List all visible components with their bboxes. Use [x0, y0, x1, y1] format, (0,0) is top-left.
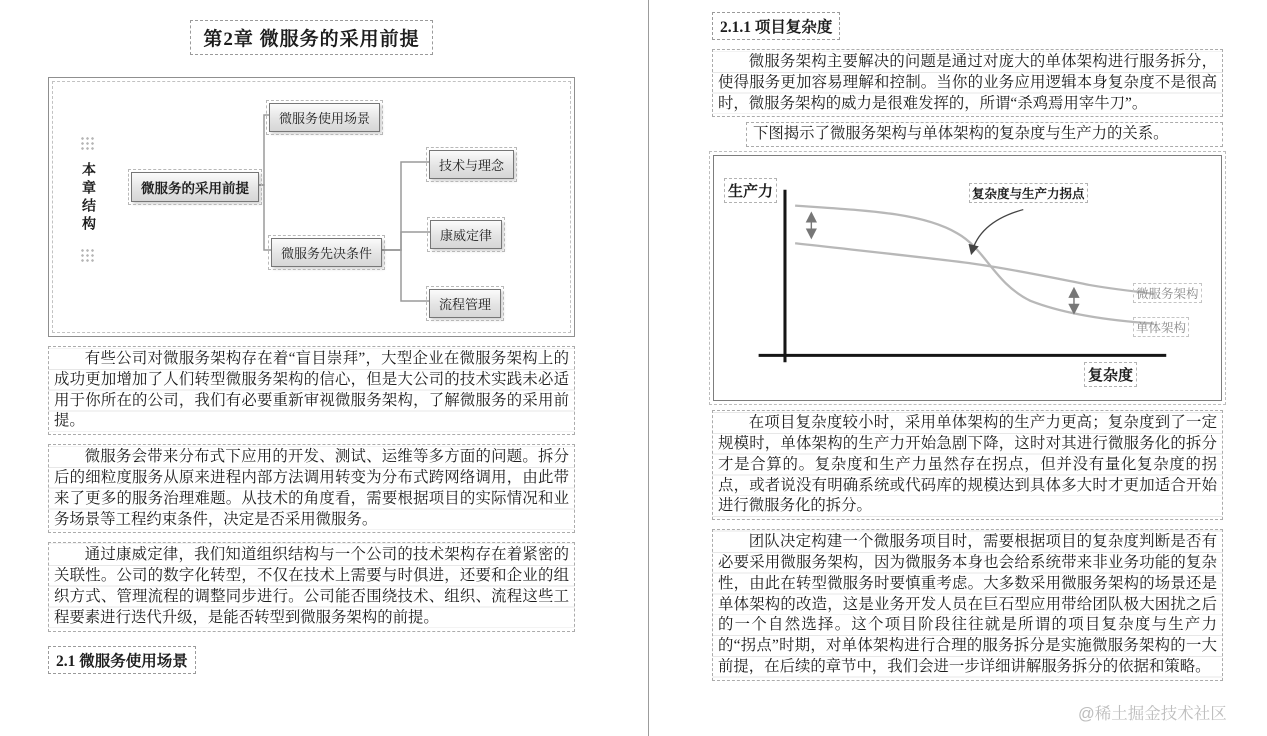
inflection-annotation: 复杂度与生产力拐点: [970, 184, 1087, 202]
book-page-right: [712, 0, 1223, 681]
paragraph: 有些公司对微服务架构存在着“盲目崇拜”，大型企业在微服务架构上的成功更加增加了人们转型微服务架构的信心，但是大公司的技术实践未必适用于你所在的公司，我们有必要重新审视微服务架构，了解微服务的采用前提。: [48, 346, 575, 435]
y-axis-label: 生产力: [726, 180, 775, 201]
paragraph: 通过康威定律，我们知道组织结构与一个公司的技术架构存在着紧密的关联性。公司的数字化转型，不仅在技术上需要与时俱进，还要和企业的组织方式、管理流程的调整同步进行。公司能否围绕技术、组织、流程这些工程要素进行迭代升级，是能否转型到微服务架构的前提。: [48, 542, 575, 631]
microservices-curve: [795, 243, 1154, 294]
chapter-title: 第2章 微服务的采用前提: [190, 20, 432, 55]
monolith-curve-label: 单体架构: [1134, 318, 1188, 336]
x-axis-label: 复杂度: [1086, 364, 1135, 385]
section-heading-2-1: 2.1 微服务使用场景: [48, 646, 196, 674]
dot-grid-icon: [80, 136, 94, 150]
mindmap-node-process: 流程管理: [429, 289, 501, 318]
book-page-left: [48, 0, 575, 674]
chapter-title-wrap: [48, 20, 575, 55]
mindmap-node-usage: 微服务使用场景: [269, 103, 380, 132]
microservices-curve-label: 微服务架构: [1134, 284, 1201, 302]
paragraph: 在项目复杂度较小时，采用单体架构的生产力更高；复杂度到了一定规模时，单体架构的生产力开始急剧下降，这时对其进行微服务化的拆分才是合算的。复杂度和生产力虽然存在拐点，但并没有量化复杂度的拐点，或者说没有明确系统或代码库的规模达到具体多大时才更加适合开始进行微服务化的拆分。: [712, 410, 1223, 520]
page-divider: [648, 0, 649, 736]
figure-caption: 下图揭示了微服务架构与单体架构的复杂度与生产力的关系。: [746, 122, 1223, 147]
mindmap-node-root: 微服务的采用前提: [131, 172, 259, 202]
productivity-complexity-chart: [713, 155, 1222, 401]
mindmap-node-technology: 技术与理念: [429, 150, 514, 179]
paragraph: 微服务会带来分布式下应用的开发、测试、运维等多方面的问题。拆分后的细粒度服务从原来进程内部方法调用转变为分布式跨网络调用，由此带来了更多的服务治理难题。从技术的角度看，需要根据项目的实际情况和业务场景等工程约束条件，决定是否采用微服务。: [48, 444, 575, 533]
mindmap-node-conway-law: 康威定律: [430, 220, 502, 249]
mindmap-node-prerequisites: 微服务先决条件: [271, 238, 382, 267]
inflection-arrow: [972, 210, 1024, 254]
chapter-structure-diagram: [48, 77, 575, 337]
subsection-heading-2-1-1: 2.1.1 项目复杂度: [712, 12, 840, 40]
dot-grid-icon: [80, 248, 94, 262]
chart-canvas: [714, 156, 1221, 400]
diagram-side-label: 本章结构: [80, 162, 95, 234]
juejin-watermark: @稀土掘金技术社区: [1078, 705, 1227, 723]
paragraph: 微服务架构主要解决的问题是通过对庞大的单体架构进行服务拆分，使得服务更加容易理解和控制。当你的业务应用逻辑本身复杂度不是很高时，微服务架构的威力是很难发挥的，所谓“杀鸡焉用宰牛刀”。: [712, 49, 1223, 117]
paragraph: 团队决定构建一个微服务项目时，需要根据项目的复杂度判断是否有必要采用微服务架构，因为微服务本身也会给系统带来非业务功能的复杂性，由此在转型微服务时要慎重考虑。大多数采用微服务架构的场景还是单体架构的改造，这是业务开发人员在巨石型应用带给团队极大困扰之后的一个自然选择。这个项目阶段往往就是所谓的项目复杂度与生产力的“拐点”时期，对单体架构进行合理的服务拆分是实施微服务架构的一大前提，在后续的章节中，我们会进一步详细讲解服务拆分的依据和策略。: [712, 529, 1223, 681]
